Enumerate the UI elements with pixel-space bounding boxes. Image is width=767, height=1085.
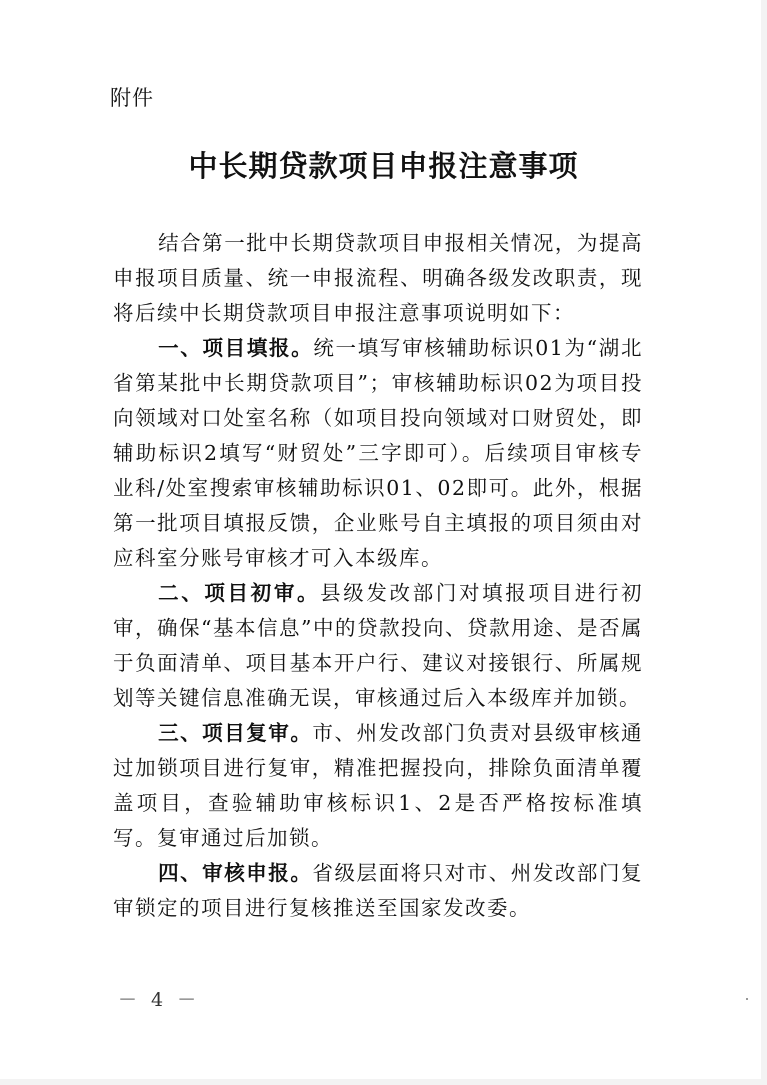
paragraph-text: 结合第一批中长期贷款项目申报相关情况，为提高申报项目质量、统一申报流程、明确各级发改职责，现将后续中长期贷款项目申报注意事项说明如下：: [113, 231, 643, 325]
paragraph-text: 县级发改部门对填报项目进行初审，确保“基本信息”中的贷款投向、贷款用途、是否属于负面清单、项目基本开户行、建议对接银行、所属规划等关键信息准确无误，审核通过后入本级库并加锁。: [113, 581, 644, 710]
paragraph-lead: 三、项目复审。: [158, 721, 313, 745]
paragraph-project-filing: [113, 331, 643, 576]
paragraph-text: 省级层面将只对市、州发改部门复审锁定的项目进行复核推送至国家发改委。: [113, 861, 644, 920]
paragraph-text: 市、州发改部门负责对县级审核通过加锁项目进行复审，精准把握投向，排除负面清单覆盖项目，查验辅助审核标识1、2是否严格按标准填写。复审通过后加锁。: [113, 721, 644, 850]
page-number: － 4 －: [118, 989, 201, 1011]
document-title: 中长期贷款项目申报注意事项: [188, 149, 579, 183]
paragraph-lead: 四、审核申报。: [158, 861, 313, 885]
page-edge-bottom: [0, 1079, 767, 1085]
paragraph-intro: [113, 226, 643, 331]
document-body: [113, 226, 643, 926]
attachment-label: 附件: [110, 86, 154, 110]
paragraph-initial-review: [113, 576, 643, 716]
scan-speck: [746, 998, 748, 1000]
paragraph-lead: 一、项目填报。: [158, 336, 314, 360]
paragraph-final-submission: [113, 856, 643, 926]
paragraph-lead: 二、项目初审。: [158, 581, 321, 605]
paragraph-second-review: [113, 716, 643, 856]
paragraph-text: 统一填写审核辅助标识01为“湖北省第某批中长期贷款项目”；审核辅助标识02为项目投向领域对口处室名称（如项目投向领域对口财贸处，即辅助标识2填写“财贸处”三字即可）。后续项目审核专业科/处室搜索审核辅助标识01、02即可。此外，根据第一批项目填报反馈，企业账号自主填报的项目须由对应科室分账号审核才可入本级库。: [113, 336, 643, 570]
page-edge-right: [761, 0, 767, 1085]
